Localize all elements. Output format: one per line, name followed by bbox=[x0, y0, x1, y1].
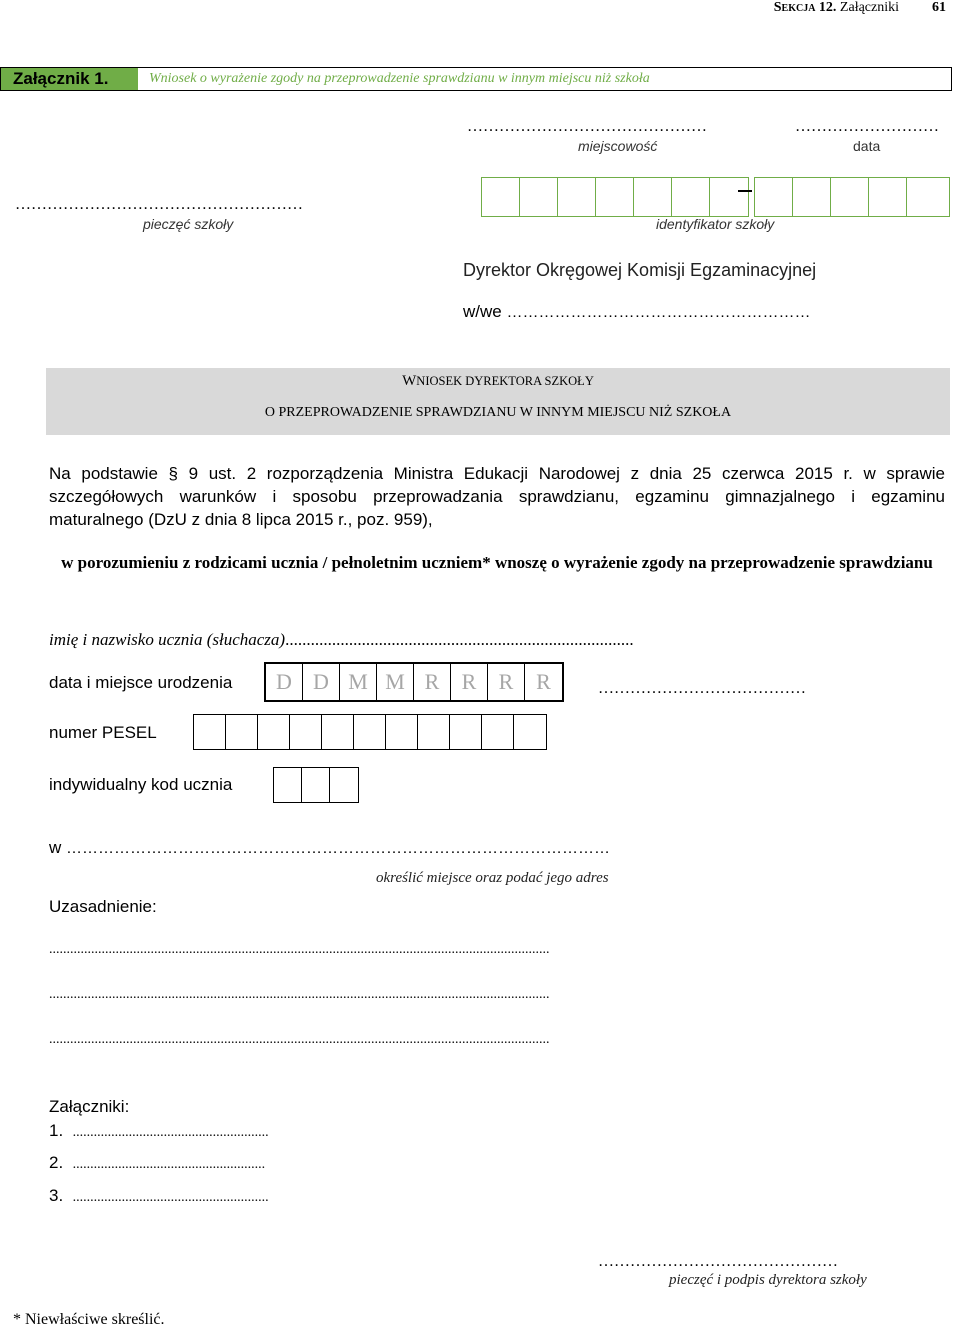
pesel-label: numer PESEL bbox=[49, 723, 157, 742]
attachments-label: Załączniki: bbox=[49, 1097, 130, 1116]
school-stamp-label: pieczęć szkoły bbox=[143, 216, 234, 232]
section-prefix: Sekcja 12. bbox=[773, 0, 837, 15]
attachment-item[interactable]: 1. ........................................................ bbox=[49, 1121, 269, 1140]
school-identifier-label: identyfikator szkoły bbox=[656, 216, 775, 232]
student-code-boxes[interactable] bbox=[273, 767, 359, 803]
wwe-prefix: w/we bbox=[463, 302, 502, 321]
page-number: 61 bbox=[932, 0, 946, 15]
birth-place-dots[interactable]: ………………………………… bbox=[598, 680, 806, 697]
page-header bbox=[774, 0, 946, 16]
addressee-location[interactable] bbox=[463, 302, 810, 322]
justification-line[interactable]: ............................................................................................................................................... bbox=[49, 987, 550, 1002]
attachment-item[interactable]: 2. ....................................................... bbox=[49, 1153, 266, 1172]
student-name-label: imię i nazwisko ucznia (słuchacza) bbox=[49, 630, 286, 649]
date-label: data bbox=[853, 138, 881, 154]
request-statement: w porozumieniu z rodzicami ucznia / pełnoletnim uczniem* wnoszę o wyrażenie zgody na przeprowadzenie sprawdzianu bbox=[61, 553, 933, 572]
wwe-dots: ………………………………………………… bbox=[506, 304, 811, 321]
signature-label: pieczęć i podpis dyrektora szkoły bbox=[669, 1272, 867, 1288]
legal-basis-paragraph bbox=[49, 462, 945, 531]
date-dots[interactable]: ……………………… bbox=[795, 118, 939, 135]
attachment-item[interactable]: 3. ........................................................ bbox=[49, 1186, 269, 1205]
justification-line[interactable]: ............................................................................................................................................... bbox=[49, 942, 550, 957]
signature-dots[interactable]: ……………………………………… bbox=[598, 1253, 838, 1270]
birth-date-boxes[interactable]: D D M M R R R R bbox=[264, 662, 564, 702]
student-name-row[interactable] bbox=[49, 630, 634, 650]
attachment-description: Wniosek o wyrażenie zgody na przeprowadzenie sprawdzianu w innym miejscu niż szkoła bbox=[149, 71, 650, 86]
school-stamp-dots[interactable]: ……………………………………………… bbox=[15, 196, 303, 213]
school-identifier-boxes-left[interactable] bbox=[481, 177, 749, 217]
footnote: * Niewłaściwe skreślić. bbox=[13, 1311, 165, 1328]
attachment-tag: Załącznik 1. bbox=[1, 68, 138, 90]
location-dots: ………………………………………………………………………………………… bbox=[66, 840, 611, 857]
request-title-line2: O PRZEPROWADZENIE SPRAWDZIANU W INNYM MIEJSCU NIŻ SZKOŁA bbox=[264, 405, 732, 420]
place-dots[interactable]: ……………………………………… bbox=[467, 118, 707, 135]
pesel-boxes[interactable] bbox=[193, 714, 547, 750]
birth-label: data i miejsce urodzenia bbox=[49, 673, 233, 692]
attachment-title-bar bbox=[0, 67, 952, 91]
addressee-director: Dyrektor Okręgowej Komisji Egzaminacyjnej bbox=[463, 260, 817, 280]
legal-basis-line3: maturalnego (DzU z dnia 8 lipca 2015 r., poz. 959), bbox=[49, 510, 433, 529]
place-label: miejscowość bbox=[578, 138, 658, 154]
request-title-line1: WNIOSEK DYREKTORA SZKOŁY bbox=[402, 373, 594, 389]
location-hint: określić miejsce oraz podać jego adres bbox=[376, 870, 609, 886]
request-title-box bbox=[46, 368, 950, 435]
legal-basis-line1: Na podstawie § 9 ust. 2 rozporządzenia Ministra Edukacji Narodowej z dnia 25 czerwca 2015 r. w sprawie bbox=[49, 464, 945, 483]
location-row[interactable] bbox=[49, 838, 610, 858]
student-code-label: indywidualny kod ucznia bbox=[49, 775, 233, 794]
justification-label: Uzasadnienie: bbox=[49, 897, 157, 916]
identifier-dash bbox=[738, 190, 752, 192]
legal-basis-line2: szczegółowych warunków i sposobu przeprowadzania sprawdzianu, egzaminu gimnazjalnego i egzaminu bbox=[49, 487, 945, 506]
location-prefix: w bbox=[49, 838, 62, 857]
school-identifier-boxes-right[interactable] bbox=[754, 177, 950, 217]
justification-line[interactable]: ............................................................................................................................................... bbox=[49, 1032, 550, 1047]
section-title: Załączniki bbox=[839, 0, 899, 15]
student-name-dots: .................................................................................. bbox=[285, 630, 634, 649]
